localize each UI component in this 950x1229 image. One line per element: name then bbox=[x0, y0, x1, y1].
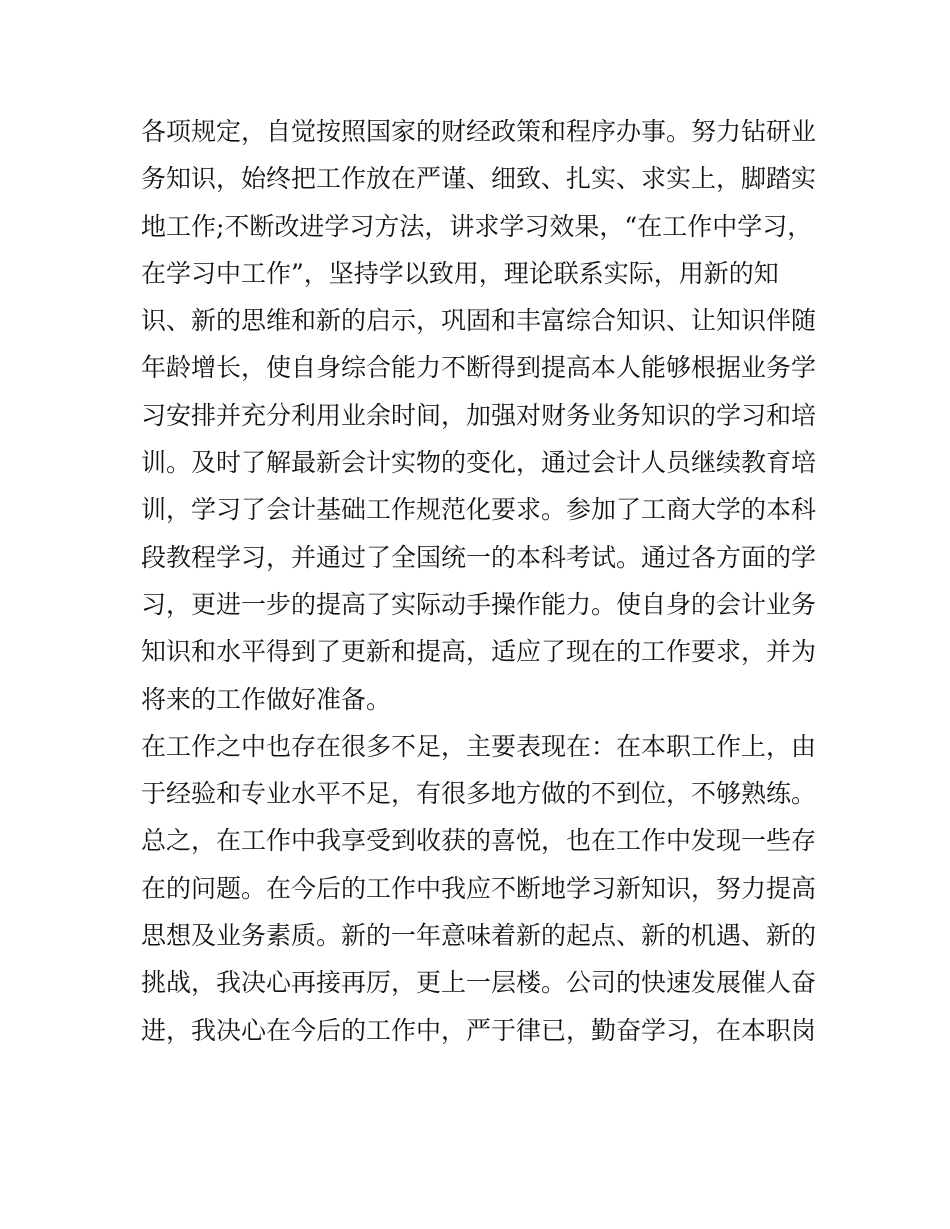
text-line: 于经验和专业水平不足，有很多地方做的不到位，不够熟练。 bbox=[141, 779, 817, 809]
text-line: 习安排并充分利用业余时间，加强对财务业务知识的学习和培 bbox=[141, 400, 817, 430]
text-line: 年龄增长，使自身综合能力不断得到提高本人能够根据业务学 bbox=[141, 353, 817, 383]
text-line: 在的问题。在今后的工作中我应不断地学习新知识，努力提高 bbox=[141, 873, 817, 903]
text-line: 训。及时了解最新会计实物的变化，通过会计人员继续教育培 bbox=[141, 448, 817, 478]
text-line: 思想及业务素质。新的一年意味着新的起点、新的机遇、新的 bbox=[141, 921, 817, 951]
body-text bbox=[141, 108, 821, 1054]
text-line: 总之，在工作中我享受到收获的喜悦，也在工作中发现一些存 bbox=[141, 826, 817, 856]
text-line: 挑战，我决心再接再厉，更上一层楼。公司的快速发展催人奋 bbox=[141, 968, 817, 998]
text-line: 进，我决心在今后的工作中，严于律已，勤奋学习，在本职岗 bbox=[141, 1015, 817, 1045]
text-line: 段教程学习，并通过了全国统一的本科考试。通过各方面的学 bbox=[141, 542, 817, 572]
text-line: 各项规定，自觉按照国家的财经政策和程序办事。努力钻研业 bbox=[141, 117, 817, 146]
text-line: 知识和水平得到了更新和提高，适应了现在的工作要求，并为 bbox=[141, 637, 817, 667]
text-line: 习，更进一步的提高了实际动手操作能力。使自身的会计业务 bbox=[141, 589, 817, 619]
text-line: 在工作之中也存在很多不足，主要表现在：在本职工作上，由 bbox=[141, 731, 817, 761]
text-line: 将来的工作做好准备。 bbox=[141, 684, 392, 714]
text-line: 训，学习了会计基础工作规范化要求。参加了工商大学的本科 bbox=[141, 495, 817, 525]
text-line: 地工作;不断改进学习方法，讲求学习效果，“在工作中学习， bbox=[141, 211, 813, 241]
text-line: 识、新的思维和新的启示，巩固和丰富综合知识、让知识伴随 bbox=[141, 306, 817, 336]
text-line: 在学习中工作”，坚持学以致用，理论联系实际，用新的知 bbox=[141, 258, 779, 288]
text-line: 务知识，始终把工作放在严谨、细致、扎实、求实上，脚踏实 bbox=[141, 164, 817, 194]
